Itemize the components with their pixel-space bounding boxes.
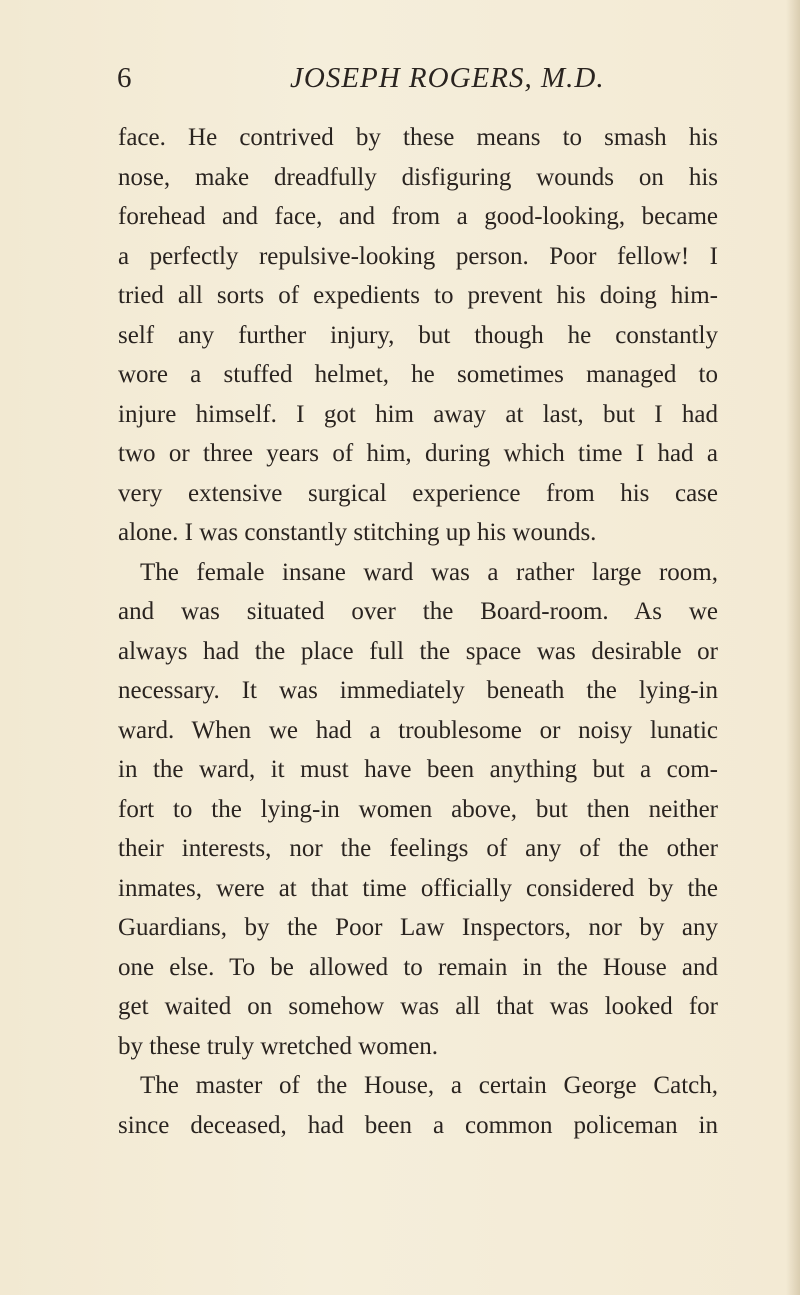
text-line: since deceased, had been a common policeman in — [118, 1111, 718, 1139]
text-line: ward. When we had a troublesome or noisy lunatic — [118, 716, 718, 744]
text-line: The master of the House, a certain George Catch, — [140, 1072, 718, 1099]
text-line: one else. To be allowed to remain in the House and — [118, 953, 718, 981]
text-line: their interests, nor the feelings of any of the other — [118, 835, 718, 862]
text-line: face. He contrived by these means to smash his — [118, 124, 718, 151]
page-number: 6 — [117, 62, 132, 94]
text-line: tried all sorts of expedients to prevent his doing him- — [118, 282, 718, 309]
body-text — [118, 118, 718, 1145]
text-line: wore a stuffed helmet, he sometimes managed to — [118, 361, 718, 388]
text-line: nose, make dreadfully disfiguring wounds on his — [118, 163, 718, 191]
text-line: get waited on somehow was all that was looked for — [118, 993, 718, 1020]
text-line: by these truly wretched women. — [118, 1032, 439, 1060]
text-line: always had the place full the space was desirable or — [118, 637, 718, 665]
text-line: injure himself. I got him away at last, but I had — [118, 400, 718, 428]
text-line: and was situated over the Board-room. As we — [118, 598, 718, 625]
text-line: fort to the lying-in women above, but then neither — [118, 795, 718, 823]
text-line: in the ward, it must have been anything but a com- — [118, 756, 718, 783]
text-line: two or three years of him, during which time I had a — [118, 440, 718, 467]
text-line: necessary. It was immediately beneath the lying-in — [118, 677, 718, 704]
text-line: self any further injury, but though he constantly — [118, 321, 718, 349]
text-line: Guardians, by the Poor Law Inspectors, nor by any — [118, 914, 718, 941]
text-line: alone. I was constantly stitching up his wounds. — [118, 519, 597, 546]
text-line: inmates, were at that time officially considered by the — [118, 874, 718, 902]
running-title: JOSEPH ROGERS, M.D. — [290, 62, 605, 94]
text-line: a perfectly repulsive-looking person. Poor fellow! I — [118, 242, 718, 270]
text-line: very extensive surgical experience from his case — [118, 479, 718, 507]
text-line: The female insane ward was a rather large room, — [140, 558, 718, 586]
page-edge-shadow — [786, 0, 800, 1295]
text-line: forehead and face, and from a good-looking, became — [118, 203, 718, 230]
running-head — [117, 58, 717, 98]
